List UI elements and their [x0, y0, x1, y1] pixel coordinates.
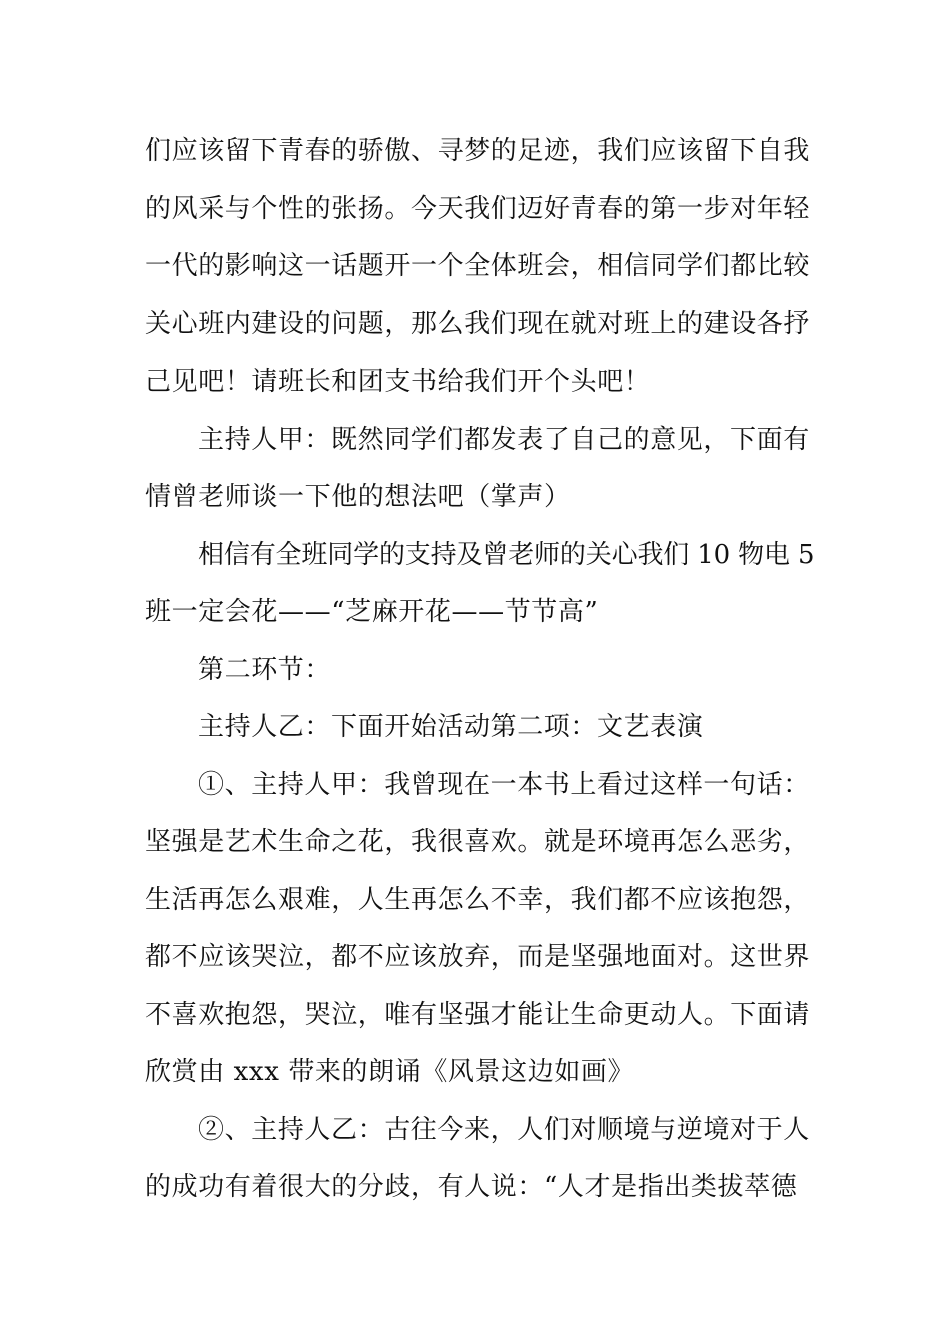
- text-line: 坚强是艺术生命之花，我很喜欢。就是环境再怎么恶劣，: [145, 827, 811, 857]
- text-line: 欣赏由 xxx 带来的朗诵《风景这边如画》: [145, 1057, 635, 1087]
- text-line: 情曾老师谈一下他的想法吧（掌声）: [145, 482, 571, 512]
- paragraph-first-line: 相信有全班同学的支持及曾老师的关心我们 10 物电 5: [198, 540, 815, 570]
- paragraph-first-line: 主持人甲：既然同学们都发表了自己的意见，下面有: [198, 425, 810, 455]
- text-line: 一代的影响这一话题开一个全体班会，相信同学们都比较: [145, 251, 811, 281]
- text-line: 关心班内建设的问题，那么我们现在就对班上的建设各抒: [145, 309, 811, 339]
- text-line: 班一定会花——“芝麻开花——节节高”: [145, 597, 599, 627]
- text-line: 们应该留下青春的骄傲、寻梦的足迹，我们应该留下自我: [145, 136, 811, 166]
- paragraph-first-line: 主持人乙：下面开始活动第二项：文艺表演: [198, 712, 704, 742]
- text-line: 己见吧！请班长和团支书给我们开个头吧！: [145, 367, 651, 397]
- paragraph-first-line: ②、主持人乙：古往今来，人们对顺境与逆境对于人: [198, 1115, 810, 1145]
- text-line: 的成功有着很大的分歧，有人说：“人才是指出类拔萃德: [145, 1172, 798, 1202]
- text-line: 不喜欢抱怨，哭泣，唯有坚强才能让生命更动人。下面请: [145, 1000, 811, 1030]
- paragraph-first-line: ①、主持人甲：我曾现在一本书上看过这样一句话：: [198, 770, 810, 800]
- text-line: 生活再怎么艰难，人生再怎么不幸，我们都不应该抱怨，: [145, 885, 811, 915]
- text-line: 的风采与个性的张扬。今天我们迈好青春的第一步对年轻: [145, 194, 811, 224]
- text-line: 都不应该哭泣，都不应该放弃，而是坚强地面对。这世界: [145, 942, 811, 972]
- section-heading: 第二环节：: [198, 655, 332, 685]
